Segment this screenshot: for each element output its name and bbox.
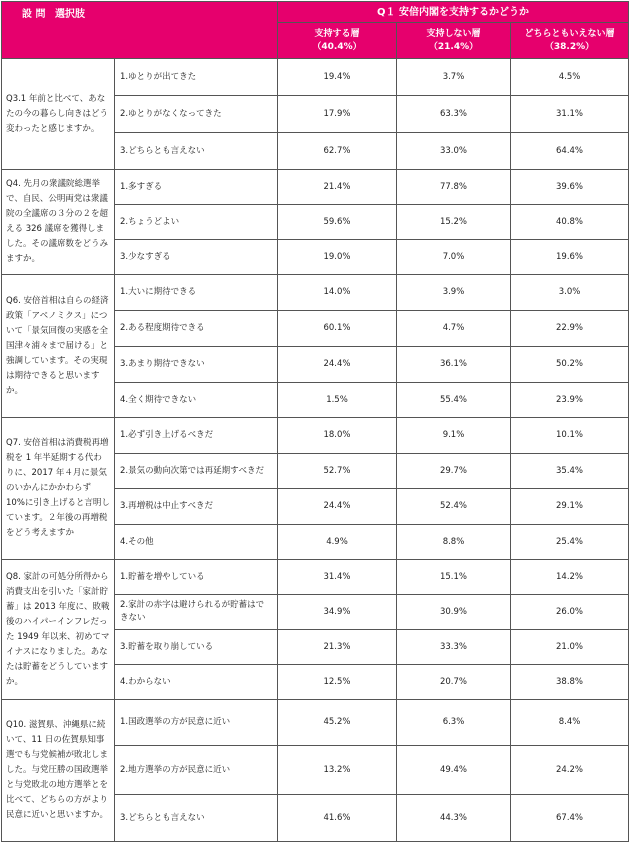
question-cell: Q7. 安倍首相は消費税再増税を 1 年半延期する代わりに、2017 年４月に景気のいかんにかかわらず 10%に引き上げると言明しています。２年後の再増税をどう考えますか [2, 418, 115, 560]
value-cell-support: 52.7% [278, 454, 397, 489]
value-cell-oppose: 15.2% [397, 205, 511, 240]
option-cell: 1.多すぎる [115, 170, 278, 205]
value-cell-oppose: 44.3% [397, 795, 511, 842]
option-cell: 3.貯蓄を取り崩している [115, 630, 278, 665]
header-col-neutral-label: どちらともいえない層 [524, 28, 615, 39]
table-row [2, 170, 629, 205]
table-row [2, 59, 629, 96]
value-cell-oppose: 55.4% [397, 383, 511, 418]
option-cell: 1.ゆとりが出てきた [115, 59, 278, 96]
value-cell-support: 12.5% [278, 665, 397, 700]
value-cell-support: 21.3% [278, 630, 397, 665]
option-cell: 1.貯蓄を増やしている [115, 560, 278, 595]
value-cell-neutral: 14.2% [511, 560, 629, 595]
value-cell-oppose: 4.7% [397, 311, 511, 347]
option-cell: 1.国政選挙の方が民意に近い [115, 700, 278, 746]
option-cell: 3.再増税は中止すべきだ [115, 489, 278, 525]
value-cell-neutral: 8.4% [511, 700, 629, 746]
value-cell-neutral: 26.0% [511, 595, 629, 630]
value-cell-neutral: 4.5% [511, 59, 629, 96]
value-cell-support: 34.9% [278, 595, 397, 630]
value-cell-oppose: 20.7% [397, 665, 511, 700]
value-cell-neutral: 67.4% [511, 795, 629, 842]
header-col-neutral [511, 23, 629, 59]
value-cell-neutral: 31.1% [511, 96, 629, 133]
header-q1-title: Q１ 安倍内閣を支持するかどうか [278, 2, 629, 23]
header-col-oppose-label: 支持しない層 [426, 28, 481, 39]
question-cell: Q8. 家計の可処分所得から消費支出を引いた「家計貯蓄」は 2013 年度に、敗戦後のハイパーインフレだった 1949 年以来、初めてマイナスになりました。あなたは貯蓄をどうしていますか。 [2, 560, 115, 700]
value-cell-oppose: 49.4% [397, 746, 511, 795]
value-cell-oppose: 63.3% [397, 96, 511, 133]
table-row [2, 418, 629, 454]
option-cell: 1.大いに期待できる [115, 275, 278, 311]
option-cell: 3.少なすぎる [115, 240, 278, 275]
option-cell: 2.ある程度期待できる [115, 311, 278, 347]
value-cell-support: 19.4% [278, 59, 397, 96]
value-cell-support: 21.4% [278, 170, 397, 205]
value-cell-oppose: 77.8% [397, 170, 511, 205]
value-cell-support: 24.4% [278, 347, 397, 383]
header-left-cell [2, 2, 278, 59]
value-cell-support: 4.9% [278, 525, 397, 560]
header-option-label: 選択肢 [54, 9, 85, 20]
value-cell-oppose: 3.9% [397, 275, 511, 311]
value-cell-oppose: 36.1% [397, 347, 511, 383]
question-cell: Q3.1 年前と比べて、あなたの今の暮らし向きはどう変わったと感じますか。 [2, 59, 115, 170]
value-cell-neutral: 25.4% [511, 525, 629, 560]
value-cell-neutral: 29.1% [511, 489, 629, 525]
header-col-oppose [397, 23, 511, 59]
value-cell-oppose: 52.4% [397, 489, 511, 525]
value-cell-oppose: 3.7% [397, 59, 511, 96]
header-col-neutral-pct: （38.2%） [544, 41, 595, 52]
value-cell-neutral: 22.9% [511, 311, 629, 347]
value-cell-neutral: 19.6% [511, 240, 629, 275]
value-cell-neutral: 3.0% [511, 275, 629, 311]
value-cell-support: 62.7% [278, 133, 397, 170]
table-row [2, 560, 629, 595]
header-col-support-label: 支持する層 [314, 28, 360, 39]
value-cell-oppose: 33.0% [397, 133, 511, 170]
survey-table [1, 1, 629, 842]
option-cell: 4.その他 [115, 525, 278, 560]
value-cell-support: 18.0% [278, 418, 397, 454]
option-cell: 3.どちらとも言えない [115, 133, 278, 170]
option-cell: 2.地方選挙の方が民意に近い [115, 746, 278, 795]
value-cell-oppose: 15.1% [397, 560, 511, 595]
value-cell-neutral: 64.4% [511, 133, 629, 170]
value-cell-support: 14.0% [278, 275, 397, 311]
value-cell-support: 31.4% [278, 560, 397, 595]
option-cell: 3.どちらとも言えない [115, 795, 278, 842]
value-cell-neutral: 24.2% [511, 746, 629, 795]
header-col-oppose-pct: （21.4%） [428, 41, 479, 52]
option-cell: 4.全く期待できない [115, 383, 278, 418]
option-cell: 2.家計の赤字は避けられるが貯蓄はできない [115, 595, 278, 630]
value-cell-support: 1.5% [278, 383, 397, 418]
option-cell: 2.ちょうどよい [115, 205, 278, 240]
value-cell-support: 24.4% [278, 489, 397, 525]
option-cell: 4.わからない [115, 665, 278, 700]
table-row [2, 700, 629, 746]
option-cell: 2.ゆとりがなくなってきた [115, 96, 278, 133]
value-cell-support: 19.0% [278, 240, 397, 275]
value-cell-oppose: 8.8% [397, 525, 511, 560]
value-cell-oppose: 29.7% [397, 454, 511, 489]
value-cell-neutral: 23.9% [511, 383, 629, 418]
option-cell: 3.あまり期待できない [115, 347, 278, 383]
header-col-support-pct: （40.4%） [312, 41, 362, 52]
value-cell-oppose: 9.1% [397, 418, 511, 454]
header-question-label: 設 問 [22, 9, 46, 20]
value-cell-support: 41.6% [278, 795, 397, 842]
value-cell-neutral: 21.0% [511, 630, 629, 665]
header-col-support [278, 23, 397, 59]
question-cell: Q10. 滋賀県、沖縄県に続いて、11 日の佐賀県知事選でも与党候補が敗北しました。与党圧勝の国政選挙と与党敗北の地方選挙とを比べて、どちらの方がより民意に近いと思いますか。 [2, 700, 115, 842]
value-cell-neutral: 40.8% [511, 205, 629, 240]
value-cell-support: 60.1% [278, 311, 397, 347]
value-cell-neutral: 38.8% [511, 665, 629, 700]
table-row [2, 275, 629, 311]
value-cell-oppose: 7.0% [397, 240, 511, 275]
question-cell: Q4. 先月の衆議院総選挙で、自民、公明両党は衆議院の全議席の３分の２を超える 326 議席を獲得しました。その議席数をどうみますか。 [2, 170, 115, 275]
question-cell: Q6. 安倍首相は自らの経済政策「アベノミクス」について「景気回復の実感を全国津々浦々まで届ける」と強調しています。その実現は期待できると思いますか。 [2, 275, 115, 418]
value-cell-oppose: 6.3% [397, 700, 511, 746]
value-cell-neutral: 50.2% [511, 347, 629, 383]
value-cell-neutral: 35.4% [511, 454, 629, 489]
value-cell-support: 13.2% [278, 746, 397, 795]
value-cell-oppose: 33.3% [397, 630, 511, 665]
option-cell: 2.景気の動向次第では再延期すべきだ [115, 454, 278, 489]
value-cell-support: 45.2% [278, 700, 397, 746]
value-cell-oppose: 30.9% [397, 595, 511, 630]
value-cell-neutral: 39.6% [511, 170, 629, 205]
value-cell-neutral: 10.1% [511, 418, 629, 454]
option-cell: 1.必ず引き上げるべきだ [115, 418, 278, 454]
value-cell-support: 59.6% [278, 205, 397, 240]
value-cell-support: 17.9% [278, 96, 397, 133]
